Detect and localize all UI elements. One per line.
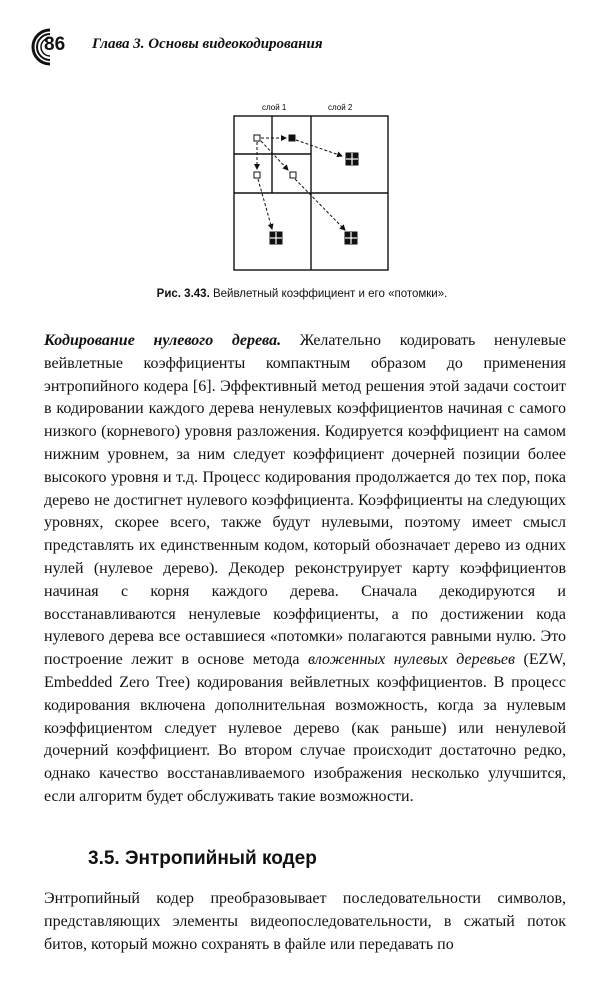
paragraph-text-b: (EZW, Embedded Zero Tree) кодирования вейвлетных коэффициентов. В процесс кодирования включена дополнительная возможность, когда за нулевым коэффициентом следует нулевое дерево (как раньше) или ненулевой дочерний коэффициент. Во втором случае происходит достаточно редко, однако качество восстанавливаемого изображения несколько улучшится, если алгоритм будет обслуживать такие возможности. <box>44 651 566 805</box>
entropy-coder-paragraph: Энтропийный кодер преобразовывает последовательности символов, представляющих элементы видеопоследовательности, в сжатый поток битов, который можно сохранять в файле или передавать по <box>44 890 566 953</box>
zero-tree-paragraph <box>44 330 566 809</box>
page-header <box>18 24 588 68</box>
wavelet-figure <box>222 96 402 278</box>
page-number: 86 <box>44 34 66 55</box>
paragraph-term: вложенных нулевых деревьев <box>307 651 515 669</box>
caption-number: Рис. 3.43. <box>156 288 210 300</box>
layer2-label: слой 2 <box>328 103 353 112</box>
paragraph-lead: Кодирование нулевого дерева. <box>44 332 282 349</box>
layer1-label: слой 1 <box>262 103 287 112</box>
descendant-arrows <box>257 138 345 230</box>
caption-text: Вейвлетный коэффициент и его «потомки». <box>212 288 448 300</box>
paragraph-text-a: Желательно кодировать ненулевые вейвлетные коэффициенты компактным образом до применения энтропийного кодера [6]. Эффективный метод решения этой задачи состоит в кодировании каждого дерева ненулевых коэффициентов начиная с самого низкого (корневого) уровня разложения. Кодируется коэффициент на самом нижним уровнем, за ним следует коэффициент дочерней позиции более высокого уровня и т.д. Процесс кодирования продолжается до тех пор, пока дерево не достигнет нулевого коэффициента. Коэффициенты на следующих уровнях, скорее всего, также будут нулевыми, поэтому имеет смысл представлять их единственным кодом, который обозначает дерево из одних нулей (нулевое дерево). Декодер реконструирует карту коэффициентов начиная с корня каждого дерева. Сначала декодируются и восстанавливаются ненулевые коэффициенты, а по достижении кода нулевого дерева все оставшиеся «потомки» полагаются равными нулю. Это построение лежит в основе метода <box>44 332 566 669</box>
figure-caption <box>0 288 604 300</box>
section-heading: 3.5. Энтропийный кодер <box>88 848 317 869</box>
running-title: Глава 3. Основы видеокодирования <box>92 36 323 52</box>
